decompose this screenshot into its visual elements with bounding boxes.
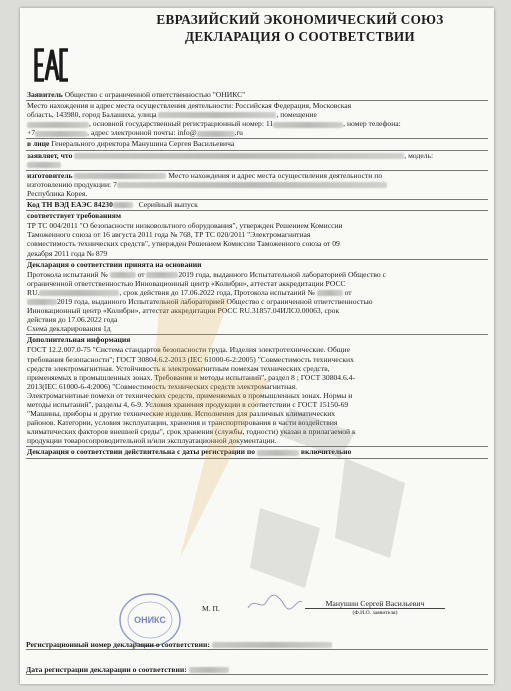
- header-title: ДЕКЛАРАЦИЯ О СООТВЕТСТВИИ: [185, 29, 415, 44]
- validity-tail: включительно: [300, 447, 352, 457]
- signer-caption: (Ф.И.О. заявителя): [352, 610, 398, 616]
- address-line-1: Место нахождения и адрес места осуществления деятельности: Российская Федерация, Московская: [27, 101, 352, 111]
- manufacturer-text1: Место нахождения и адрес места осуществления деятельности по: [168, 170, 383, 180]
- basis-1a: Протокола испытаний №: [27, 269, 110, 279]
- add-line-7: методы испытаний", разделы 4, 6-9. Условия хранения продукции в соответствии с ГОСТ 15150-69: [27, 400, 349, 409]
- basis-3c: от: [342, 287, 352, 297]
- address-line-2a: область, 143980, город Балашиха, улица: [27, 110, 157, 120]
- req-line-1: ТР ТС 004/2011 "О безопасности низковольтного оборудования", утвержден Решением Комиссии: [27, 221, 343, 231]
- basis-6: действия до 17.06.2022 года: [27, 315, 118, 325]
- email-a: , адрес электронной почты: info@: [87, 128, 197, 138]
- declaration-page: [20, 8, 494, 684]
- basis-4b: 2019 года, выданного Испытательной лабораторией Общество с ограниченной ответственностью: [57, 296, 373, 306]
- add-line-4: применяемых в промышленных зонах. Требования и методы испытаний", раздел 8 ; ГОСТ 30804.6.4-: [27, 372, 356, 382]
- series-label: Серийный выпуск: [138, 200, 198, 210]
- requirements-label: соответствует требованиям: [27, 211, 122, 221]
- add-line-10: климатических факторов внешней среды", срок хранения (службы, годности) указан в прилагаемой к: [27, 427, 356, 437]
- declares-label: заявляет, что: [27, 150, 73, 160]
- address-line-3b: , номер телефона:: [343, 119, 401, 129]
- redacted-protocol-1: [110, 272, 136, 278]
- stamp-place-label: М. П.: [202, 604, 220, 613]
- registration-date-label: Дата регистрации декларации о соответствии:: [26, 665, 187, 674]
- redacted-date-1: [146, 272, 178, 278]
- redacted-product: [74, 153, 404, 159]
- basis-3a: RU.: [27, 287, 40, 297]
- redacted-model: [27, 162, 61, 168]
- req-line-2: Таможенного союза от 16 августа 2011 года № 768, ТР ТС 020/2011 "Электромагнитная: [27, 230, 311, 240]
- applicant-name: Общество с ограниченной ответственностью "ОНИКС": [64, 90, 246, 99]
- add-line-11: продукции товаросопроводительной и/или эксплуатационной документации.: [27, 436, 277, 446]
- declaration-body: [26, 90, 488, 459]
- redacted-code: [113, 202, 133, 208]
- req-line-4: декабря 2011 года № 879: [27, 248, 108, 258]
- validity-label: Декларация о соответствии действительна с даты регистрации по: [27, 447, 256, 457]
- basis-label: Декларация о соответствии принята на основании: [27, 259, 202, 269]
- address-line-3a: , основной государственный регистрационный номер: 11: [89, 119, 274, 129]
- eac-mark-icon: [34, 44, 70, 86]
- requirements-label-row: [26, 211, 488, 221]
- add-line-9: районов. Категории, условия эксплуатации, хранения и транспортирования в части воздействия: [27, 418, 338, 428]
- signature-scribble-icon: [245, 592, 305, 614]
- basis-3b: , срок действия до 17.06.2022 года, Протокола испытаний №: [119, 287, 317, 297]
- add-line-3: средств электромагнитная. Устойчивость к электромагнитным помехам технических средств,: [27, 363, 330, 373]
- add-line-1: ГОСТ 12.2.007.0-75 "Система стандартов безопасности труда. Изделия электротехнические. Общие: [27, 345, 350, 355]
- redacted-ogrn: [273, 122, 343, 128]
- redacted-validity-date: [257, 450, 299, 456]
- applicant-address: [26, 101, 488, 139]
- seal-text: ОНИКС: [134, 615, 166, 625]
- signer-name: Манушин Сергей Васильевич: [305, 599, 445, 609]
- redacted-room: [27, 122, 89, 128]
- manufacturer-section: [26, 171, 488, 200]
- basis-scheme: Схема декларирования 1д: [27, 324, 111, 334]
- registration-date-row: [26, 665, 488, 675]
- redacted-registration-date: [189, 667, 229, 673]
- redacted-manufacturer: [74, 173, 166, 179]
- add-line-5: 2013(IEC 61000-6-4:2006) "Совместимость технических средств электромагнитная.: [27, 381, 298, 391]
- basis-1c: 2019 года, выданного Испытательной лабораторией Общество с: [178, 269, 386, 279]
- additional-text: [26, 345, 488, 447]
- add-line-2: требования безопасности"; ГОСТ 30804.6.2-2013 (IEC 61000-6-2:2005) "Совместимость технических: [27, 354, 354, 364]
- declares-section: [26, 151, 488, 171]
- address-line-2b: , помещение: [276, 110, 317, 120]
- add-line-8: "Машины, приборы и другие технические изделия. Исполнения для различных климатических: [27, 409, 336, 419]
- person-name: Генерального директора Манушина Сергея Васильевича: [51, 139, 235, 149]
- code-label: Код ТН ВЭД ЕАЭС 84230: [27, 200, 113, 210]
- additional-label: Дополнительная информация: [27, 335, 131, 345]
- email-b: .ru: [234, 128, 243, 138]
- basis-2: ограниченной ответственностью Инновационный центр «Колибри», аттестат аккредитации РОСС: [27, 278, 346, 288]
- applicant-label: Заявитель: [27, 90, 63, 99]
- add-line-6: Электромагнитные помехи от технических средств, применяемых в промышленных зонах. Нормы и: [27, 390, 353, 400]
- redacted-phone: [35, 131, 87, 137]
- redacted-street: [158, 112, 276, 118]
- redacted-protocol-2: [317, 290, 343, 296]
- person-section: [26, 139, 488, 150]
- redacted-manufacturer-address: [117, 182, 387, 188]
- redacted-accreditation: [39, 290, 119, 296]
- code-section: [26, 200, 488, 211]
- applicant-section: [26, 90, 488, 101]
- redacted-registration-number: [212, 642, 332, 648]
- header-union: ЕВРАЗИЙСКИЙ ЭКОНОМИЧЕСКИЙ СОЮЗ: [156, 12, 444, 27]
- registration-number-label: Регистрационный номер декларации о соответствии:: [26, 640, 210, 649]
- validity-section: [26, 447, 488, 458]
- basis-label-row: [26, 260, 488, 270]
- manufacturer-text2: изготовлению продукции: 7: [27, 179, 117, 189]
- person-label: в лице: [27, 139, 50, 149]
- basis-1b: от: [135, 269, 147, 279]
- redacted-email: [197, 131, 235, 137]
- manufacturer-country: Республика Корея.: [27, 188, 88, 198]
- basis-text: [26, 270, 488, 336]
- declares-tail: , модель:: [404, 150, 434, 160]
- phone-prefix: +7: [27, 128, 36, 138]
- requirements-text: [26, 221, 488, 259]
- req-line-3: совместимость технических средств", утвержден Решением Комиссии Таможенного союза от 09: [27, 239, 340, 249]
- basis-5: Инновационный центр «Колибри», аттестат аккредитации РОСС RU.31857.04ИЛС0.00063, срок: [27, 306, 340, 316]
- manufacturer-label: изготовитель: [27, 170, 73, 180]
- redacted-date-2: [27, 299, 57, 305]
- registration-number-row: [26, 640, 488, 650]
- additional-label-row: [26, 335, 488, 345]
